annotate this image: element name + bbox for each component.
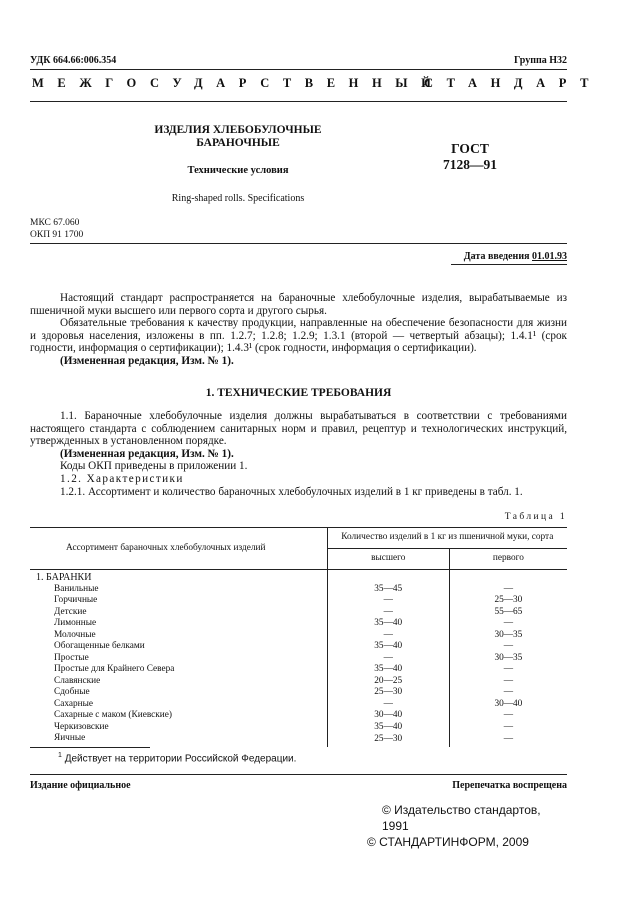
- banner-left: МЕЖГОСУДАРСТВЕННЫЙ: [32, 76, 445, 90]
- copyright-2009: © СТАНДАРТИНФОРМ, 2009: [367, 835, 529, 849]
- row-first: —: [449, 733, 567, 747]
- table-row: [30, 607, 567, 619]
- header-top-grade: высшего: [327, 549, 449, 570]
- row-name: Обогащенные белками: [54, 641, 145, 651]
- official-edition: Издание официальное: [30, 780, 131, 791]
- clause-1-2-1: 1.2.1. Ассортимент и количество бараночных хлебобулочных изделий в 1 кг приведены в табл. 1.: [60, 485, 523, 498]
- row-name: Славянские: [54, 675, 101, 686]
- title-line1: ИЗДЕЛИЯ ХЛЕБОБУЛОЧНЫЕ: [154, 124, 322, 136]
- header-quantity: Количество изделий в 1 кг из пшеничной муки, сорта: [327, 528, 567, 549]
- title-line2: БАРАНОЧНЫЕ: [196, 137, 280, 149]
- group-label: 1. БАРАНКИ: [36, 572, 92, 583]
- table-row: [30, 722, 567, 734]
- table-row: [30, 676, 567, 688]
- gost-number: 7128—91: [443, 157, 497, 172]
- row-first: —: [449, 710, 567, 722]
- gost-designation: [425, 141, 515, 173]
- row-first: 25—30: [449, 595, 567, 607]
- reprint-notice: Перепечатка воспрещена: [452, 780, 567, 791]
- row-top: —: [327, 653, 449, 665]
- table-row: [30, 664, 567, 676]
- row-first: —: [449, 618, 567, 630]
- row-first: —: [449, 687, 567, 699]
- table-row: [30, 653, 567, 665]
- row-top: —: [327, 699, 449, 711]
- intro-paragraph-2: Обязательные требования к качеству продукции, направленные на обеспечение безопасности для жизни и здоровья населения, изложены в пп. 1.2.7; 1.2.8; 1.2.9; 1.3.1 (второй — четвертый абзацы); 1.4.1¹ (срок годности, информация о сертификации); 1.4.3¹ (срок годности, информация о сертификации).: [30, 317, 567, 355]
- footnote: [58, 752, 296, 764]
- copyright: [367, 802, 567, 850]
- row-name: Молочные: [54, 629, 96, 640]
- row-first: 55—65: [449, 607, 567, 619]
- intro-date-rule: [451, 264, 567, 265]
- row-first: 30—35: [449, 630, 567, 642]
- row-top: —: [327, 630, 449, 642]
- title: [108, 124, 368, 150]
- row-first: 30—40: [449, 699, 567, 711]
- group-code: Группа Н32: [514, 55, 567, 66]
- row-top: —: [327, 607, 449, 619]
- clause-1-2: 1.2. Характеристики: [60, 472, 184, 485]
- row-name: Простые для Крайнего Севера: [54, 664, 175, 674]
- banner-right: СТАНДАРТ: [424, 76, 603, 90]
- row-name: Сахарные: [54, 698, 93, 709]
- udc-code: УДК 664.66:006.354: [30, 55, 117, 66]
- table-row: [30, 641, 567, 653]
- table-row: [30, 710, 567, 722]
- intro-date-label: Дата введения: [463, 251, 530, 262]
- intro-text: [30, 292, 567, 368]
- footnote-rule: [30, 747, 150, 748]
- row-first: —: [449, 664, 567, 676]
- amendment-note-1: (Измененная редакция, Изм. № 1).: [60, 354, 234, 367]
- amendment-note-2: (Измененная редакция, Изм. № 1).: [60, 447, 234, 460]
- intro-date-value: 01.01.93: [532, 251, 567, 262]
- table-row: [30, 595, 567, 607]
- row-name: Черкизовские: [54, 721, 109, 732]
- header-first-grade: первого: [449, 549, 567, 570]
- subtitle: Технические условия: [187, 165, 289, 176]
- section-1-text: [30, 410, 567, 498]
- table-row: [30, 687, 567, 699]
- table-row: [30, 630, 567, 642]
- intro-date: [464, 251, 567, 262]
- mks-code: МКС 67.060: [30, 218, 80, 228]
- row-name: Ванильные: [54, 583, 99, 594]
- row-first: —: [449, 722, 567, 734]
- table-row: [30, 733, 567, 747]
- row-top: 20—25: [327, 676, 449, 688]
- row-name: Яичные: [54, 733, 86, 743]
- intro-paragraph-1: Настоящий стандарт распространяется на бараночные хлебобулочные изделия, вырабатываемые из пшеничной муки высшего или первого сорта и другого сырья.: [30, 292, 567, 317]
- english-title: Ring-shaped rolls. Specifications: [171, 193, 305, 204]
- row-top: 35—40: [327, 618, 449, 630]
- row-name: Детские: [54, 606, 87, 617]
- header-assortment: Ассортимент бараночных хлебобулочных изделий: [66, 542, 266, 553]
- title-rule: [30, 243, 567, 244]
- row-top: 30—40: [327, 710, 449, 722]
- section-1-title: 1. ТЕХНИЧЕСКИЕ ТРЕБОВАНИЯ: [205, 387, 392, 399]
- row-first: —: [449, 641, 567, 653]
- row-first: 30—35: [449, 653, 567, 665]
- footnote-mark: 1: [58, 752, 62, 759]
- row-name: Простые: [54, 652, 89, 663]
- table-row: [30, 618, 567, 630]
- clause-1-1: 1.1. Бараночные хлебобулочные изделия должны вырабатываться в соответствии с требованиями настоящего стандарта с соблюдением санитарных норм и правил, рецептур и технологических инструкций, утвержденных в установленном порядке.: [30, 410, 567, 448]
- table-row: [30, 699, 567, 711]
- row-name: Сдобные: [54, 687, 90, 697]
- copyright-1991: © Издательство стандартов, 1991: [382, 803, 541, 833]
- row-first: —: [449, 676, 567, 688]
- row-name: Лимонные: [54, 618, 97, 628]
- header-rule-bottom: [30, 101, 567, 102]
- table-1-caption: Таблица 1: [504, 512, 567, 522]
- row-name: Горчичные: [54, 595, 98, 605]
- row-top: 25—30: [327, 687, 449, 699]
- row-top: 35—40: [327, 641, 449, 653]
- row-top: —: [327, 595, 449, 607]
- okp-codes-note: Коды ОКП приведены в приложении 1.: [60, 460, 248, 473]
- footnote-text: Действует на территории Российской Федерации.: [64, 753, 297, 765]
- row-top: 35—45: [327, 584, 449, 596]
- row-first: —: [449, 584, 567, 596]
- gost-label: ГОСТ: [451, 141, 489, 156]
- okp-code: ОКП 91 1700: [30, 230, 84, 240]
- table-row: [30, 584, 567, 596]
- row-name: Сахарные с маком (Киевские): [54, 710, 172, 720]
- row-top: 35—40: [327, 722, 449, 734]
- row-top: 35—40: [327, 664, 449, 676]
- table-1: [30, 527, 567, 747]
- header-rule-top: [30, 69, 567, 70]
- row-top: 25—30: [327, 733, 449, 747]
- footer-rule: [30, 774, 567, 775]
- classification-codes: [30, 217, 83, 241]
